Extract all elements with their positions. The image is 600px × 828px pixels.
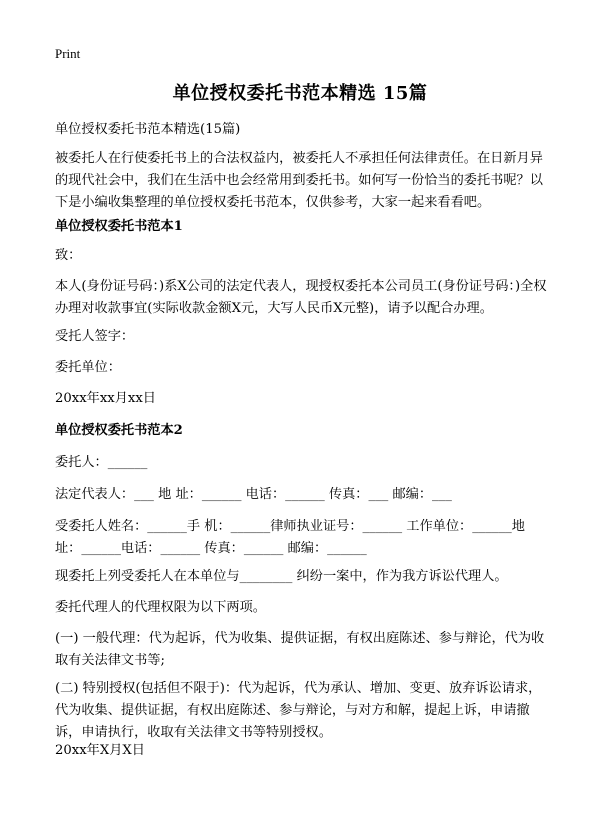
- general-agency-paragraph: (一) 一般代理：代为起诉，代为收集、提供证据，有权出庭陈述、参与辩论，代为收取有关法律文书等;: [55, 631, 545, 668]
- case-paragraph: 现委托上列受委托人在本单位与________ 纠纷一案中，作为我方诉讼代理人。: [55, 569, 508, 584]
- legal-representative-line: 法定代表人：___ 地 址：______ 电话：______ 传真：___ 邮编：___: [55, 487, 452, 502]
- document-title: 单位授权委托书范本精选 15篇: [172, 83, 428, 104]
- agent-info-paragraph: 受委托人姓名：______手 机：______律师执业证号：______ 工作单位：______地址：______电话：______ 传真：______ 邮编：______: [55, 519, 525, 556]
- section-heading-2: 单位授权委托书范本2: [55, 423, 183, 438]
- date-line-2: 20xx年X月X日: [55, 743, 145, 758]
- trustee-signature-line: 受托人签字：: [55, 329, 135, 344]
- subtitle: 单位授权委托书范本精选(15篇): [55, 122, 241, 137]
- section-heading-1: 单位授权委托书范本1: [55, 219, 183, 234]
- principal-line: 委托人：______: [55, 455, 148, 470]
- salutation: 致：: [55, 248, 82, 263]
- authority-intro: 委托代理人的代理权限为以下两项。: [55, 600, 266, 615]
- authorization-paragraph: 本人(身份证号码：)系X公司的法定代表人，现授权委托本公司员工(身份证号码：)全权办理对收款事宜(实际收款金额X元，大写人民币X元整)，请予以配合办理。: [55, 279, 547, 316]
- date-line-1: 20xx年xx月xx日: [55, 391, 156, 406]
- intro-paragraph: 被委托人在行使委托书上的合法权益内，被委托人不承担任何法律责任。在日新月异的现代社会中，我们在生活中也会经常用到委托书。如何写一份恰当的委托书呢？以下是小编收集整理的单位授权委托书范本，仅供参考，大家一起来看看吧。: [55, 151, 543, 210]
- entrusting-unit-line: 委托单位：: [55, 360, 121, 375]
- special-authorization-paragraph: (二) 特别授权(包括但不限于)：代为起诉，代为承认、增加、变更、放弃诉讼请求，代为收集、提供证据，有权出庭陈述、参与辩论，与对方和解，提起上诉，申请撤诉，申请执行，收取有关法律文书等特别授权。: [55, 681, 542, 740]
- print-link[interactable]: Print: [55, 46, 81, 61]
